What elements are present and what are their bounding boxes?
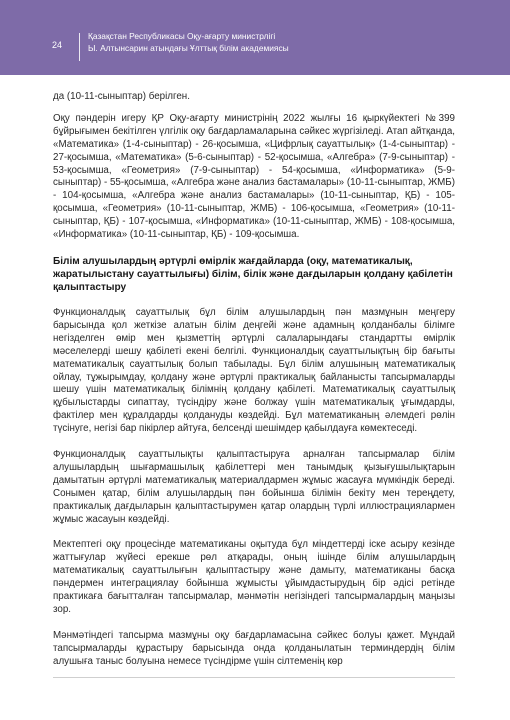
footer-divider — [53, 677, 455, 678]
header-title-line-1: Қазақстан Республикасы Оқу-ағарту министрлігі — [88, 31, 276, 41]
header-divider — [79, 33, 80, 61]
header-title-line-2: Ы. Алтынсарин атындағы Ұлттық білім академиясы — [88, 43, 289, 53]
paragraph-tasks: Функционалдық сауаттылықты қалыптастыруға арналған тапсырмалар білім алушылардың шығармашылық қабілеттері мен танымдық қызығушылықтарын дамытатын әртүрлі математикалық материалдармен жұмыс жасауға мүмкіндік береді. Сонымен қатар, білім алушылардың пән бойынша білімін бекіту мен тереңдету, практикалық дағдыларын қалыптастырумен қатар олардың түрлі иллюстрациялармен жұмыс жасауын көздейді. — [53, 449, 455, 525]
header-title — [88, 30, 468, 54]
section-heading: Білім алушылардың әртүрлі өмірлік жағдайларда (оқу, математикалық, жаратылыстану сауаттылығы) білім, білік және дағдыларын қолдану қабілетін қалыптастыру — [53, 255, 453, 293]
page-header — [0, 0, 510, 75]
paragraph-continuation: да (10-11-сыныптар) берілген. — [53, 91, 190, 102]
paragraph-context-tasks: Мәнмәтіндегі тапсырма мазмұны оқу бағдарламасына сәйкес болуы қажет. Мұндай тапсырмаларды құрастыру барысында онда қолданылатын терминдердің білім алушыға таныс болуына немесе түсіндірме үшін сілтеменің көр — [53, 629, 455, 667]
paragraph-exercises: Мектептегі оқу процесінде математиканы оқытуда бұл міндеттерді іске асыру кезінде жаттығулар жүйесі ерекше рөл атқарады, оның ішінде білім алушылардың математикалық сауаттылығын қалыптастыру және дамыту, математиканы басқа пәндермен интеграциялау бойынша жұмысты ұйымдастырудың бір әдісі ретінде практикаға бағытталған тапсырмалар, мәнмәтін негізіндегі тапсырмалардың маңызы зор. — [53, 539, 455, 615]
page-body — [53, 91, 455, 669]
page-number: 24 — [52, 40, 63, 50]
paragraph-curriculum: Оқу пәндерін игеру ҚР Оқу-ағарту министрінің 2022 жылғы 16 қыркүйектегі №399 бұйрығымен бекітілген үлгілік оқу бағдарламаларына сәйкес жүргізіледі. Атап айтқанда, «Математика» (1-4-сыныптар) - 26-қосымша, «Цифрлық сауаттылық» (1-4-сыныптар) - 27-қосымша, «Математика» (5-6-сыныптар) - 52-қосымша, «Алгебра» (7-9-сыныптар) - 53-қосымша, «Геометрия» (7-9-сыныптар) - 54-қосымша, «Информатика» (5-9-сыныптар) - 55-қосымша, «Алгебра және анализ бастамалары» (10-11-сыныптар, ЖМБ) - 104-қосымша, «Алгебра және анализ бастамалары» (10-11-сыныптар, ҚБ) - 105-қосымша, «Геометрия» (10-11-сыныптар, ЖМБ) - 106-қосымша, «Геометрия» (10-11-сыныптар, ҚБ) - 107-қосымша, «Информатика» (10-11-сыныптар, ЖМБ) - 108-қосымша, «Информатика» (10-11-сыныптар, ҚБ) - 109-қосымша. — [53, 112, 455, 241]
paragraph-functional-literacy: Функционалдық сауаттылық бұл білім алушылардың пән мазмұнын меңгеру барысында қол жеткізе алатын білім деңгейі және адамның қолданбалы білімге негізделген өмір мен қызметтің әртүрлі салаларындағы стандартты өмірлік мәселелерді шешу қабілеті екені белгілі. Функционалдық сауаттылықтың бір бағыты математикалық сауаттылық болып табылады. Бұл білім алушының математикалық ойлау, тұжырымдау, қолдану және әртүрлі практикалық байланысты тапсырмаларды шешу үшін математикалық білімнің қолдану қабілеті. Математикалық сауаттылық құбылыстарды сипаттау, түсіндіру және болжау үшін математикалық ұғымдарды, фактілер мен құралдарды қолдануды көздейді. Бұл математиканың әлемдегі рөлін түсінуге, негізі бар пікірлер айтуға, белсенді шешімдер қабылдауға көмектеседі. — [53, 306, 455, 435]
